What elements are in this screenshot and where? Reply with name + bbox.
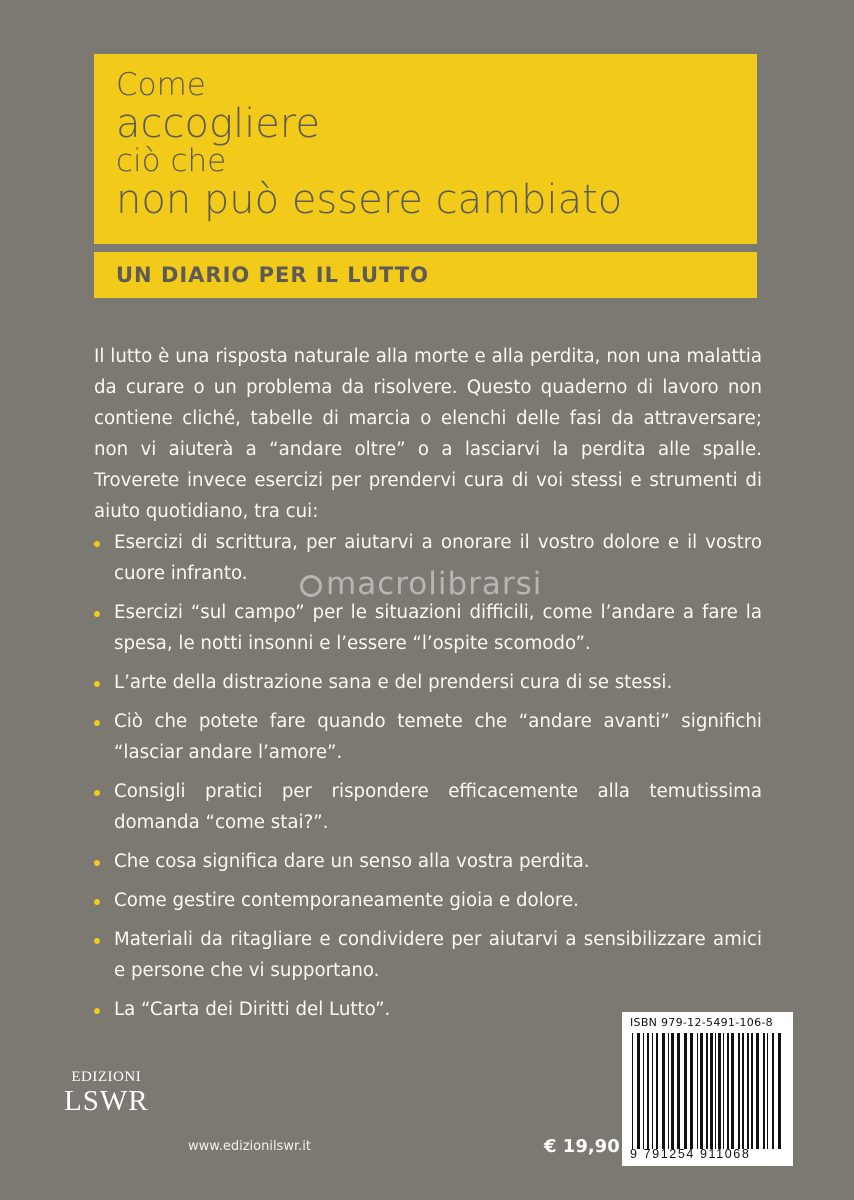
barcode-bar <box>731 1033 734 1149</box>
bullet-icon <box>94 681 100 687</box>
barcode-bar <box>727 1033 729 1149</box>
barcode-bar <box>710 1033 713 1149</box>
barcode-bar <box>751 1033 753 1149</box>
bullet-icon <box>94 860 100 866</box>
barcode-bar <box>756 1033 759 1149</box>
barcode-bar <box>671 1033 674 1149</box>
price: € 19,90 <box>544 1136 620 1157</box>
list-item <box>94 885 762 916</box>
title-box <box>94 54 757 244</box>
publisher-logo <box>64 1070 149 1116</box>
barcode-bar <box>763 1033 765 1149</box>
bullet-icon <box>94 611 100 617</box>
barcode-bar <box>767 1033 768 1149</box>
intro-paragraph: Il lutto è una risposta naturale alla morte e alla perdita, non una malattia da curare o un problema da risolvere. Questo quaderno di lavoro non contiene cliché, tabelle di marcia o elenchi delle fasi da attraversare; non vi aiuterà a “andare oltre” o a lasciarvi la perdita alle spalle. Troverete invece esercizi per prendervi cura di voi stessi e strumenti di aiuto quotidiano, tra cui: <box>94 346 762 522</box>
title-line-2: accogliere <box>116 101 320 147</box>
bullet-icon <box>94 790 100 796</box>
bullet-icon <box>94 938 100 944</box>
list-item <box>94 597 762 659</box>
title-line-1: Come <box>116 67 206 103</box>
barcode-bar <box>700 1033 703 1149</box>
watermark-text: macrolibrarsi <box>326 566 543 602</box>
list-item <box>94 924 762 986</box>
list-item-text: Esercizi di scrittura, per aiutarvi a onorare il vostro dolore e il vostro cuore infranto. <box>114 532 762 584</box>
subtitle: UN DIARIO PER IL LUTTO <box>116 263 429 287</box>
barcode-bars <box>630 1033 786 1149</box>
list-item-text: L’arte della distrazione sana e del prendersi cura di se stessi. <box>114 672 673 693</box>
barcode-bar <box>778 1033 781 1149</box>
list-item-text: La “Carta dei Diritti del Lutto”. <box>114 999 391 1020</box>
barcode-bar <box>718 1033 721 1149</box>
barcode-bar <box>668 1033 669 1149</box>
barcode-bar <box>656 1033 658 1149</box>
publisher-bottom: LSWR <box>64 1085 149 1117</box>
list-item <box>94 846 762 877</box>
list-item <box>94 667 762 698</box>
bullet-icon <box>94 899 100 905</box>
barcode-bar <box>632 1033 633 1149</box>
barcode-bar <box>684 1033 687 1149</box>
list-item <box>94 706 762 768</box>
barcode-bar <box>697 1033 698 1149</box>
list-item-text: Materiali da ritagliare e condividere per aiutarvi a sensibilizzare amici e persone che vi supportano. <box>114 929 762 981</box>
watermark <box>300 566 542 602</box>
barcode-bar <box>706 1033 708 1149</box>
barcode-bar <box>715 1033 716 1149</box>
barcode-box <box>622 1012 793 1166</box>
bullet-icon <box>94 541 100 547</box>
list-item <box>94 776 762 838</box>
barcode-bar <box>772 1033 774 1149</box>
publisher-top: EDIZIONI <box>71 1069 142 1085</box>
list-item-text: Ciò che potete fare quando temete che “andare avanti” significhi “lasciar andare l’amore”. <box>114 711 762 763</box>
list-item-text: Consigli pratici per rispondere efficacemente alla temutissima domanda “come stai?”. <box>114 781 762 833</box>
barcode-bar <box>662 1033 665 1149</box>
bullet-icon <box>94 1008 100 1014</box>
barcode-bar <box>690 1033 693 1149</box>
subtitle-box <box>94 252 757 298</box>
title-line-4: non può essere cambiato <box>116 177 623 223</box>
barcode-bar <box>652 1033 653 1149</box>
list-item-text: Che cosa significa dare un senso alla vostra perdita. <box>114 851 590 872</box>
website-link[interactable]: www.edizionilswr.it <box>188 1139 311 1154</box>
description <box>94 341 762 1025</box>
barcode-bar <box>742 1033 744 1149</box>
isbn-label: ISBN 979-12-5491-106-8 <box>630 1016 773 1029</box>
barcode-bar <box>747 1033 749 1149</box>
bullet-icon <box>94 720 100 726</box>
barcode-digits: 9 791254 911068 <box>630 1147 751 1161</box>
barcode-bar <box>723 1033 724 1149</box>
barcode-bar <box>647 1033 649 1149</box>
barcode-bar <box>637 1033 640 1149</box>
title-line-3: ciò che <box>116 143 227 179</box>
barcode-bar <box>738 1033 740 1149</box>
list-item-text: Esercizi “sul campo” per le situazioni difficili, come l’andare a fare la spesa, le notti insonni e l’essere “l’ospite scomodo”. <box>114 602 762 654</box>
barcode-bar <box>643 1033 644 1149</box>
watermark-logo-icon <box>300 575 322 597</box>
barcode-bar <box>677 1033 680 1149</box>
list-item-text: Come gestire contemporaneamente gioia e dolore. <box>114 890 579 911</box>
